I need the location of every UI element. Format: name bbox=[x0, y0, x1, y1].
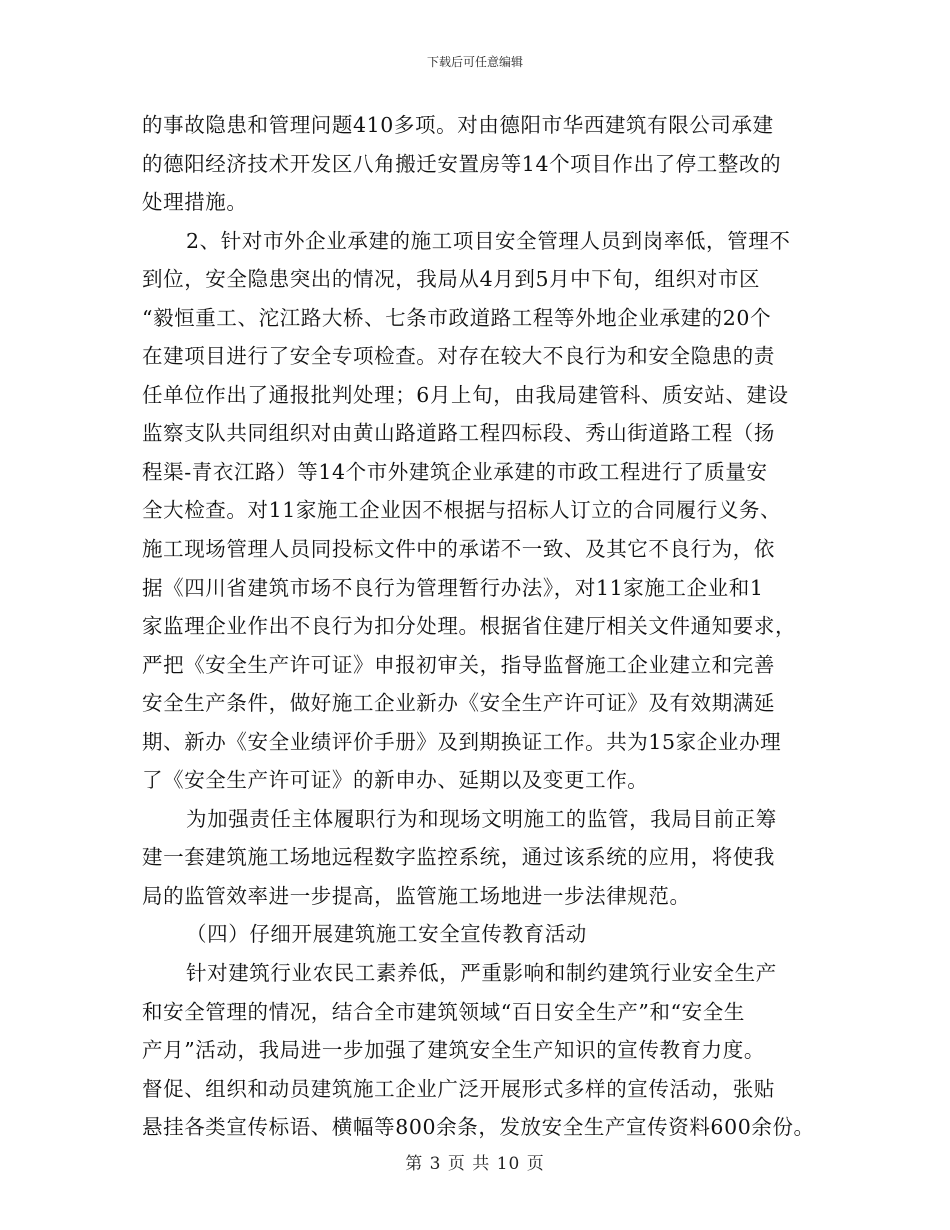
body-line: 到位，安全隐患突出的情况，我局从4月到5月中下旬，组织对市区 bbox=[142, 267, 761, 292]
body-line: 局的监管效率进一步提高，监管施工场地进一步法律规范。 bbox=[142, 883, 691, 908]
body-line: 产月”活动，我局进一步加强了建筑安全生产知识的宣传教育力度。 bbox=[142, 1038, 765, 1063]
page-number-footer: 第 3 页 共 10 页 bbox=[405, 1154, 545, 1174]
page-header: 下载后可任意编辑 bbox=[426, 55, 523, 69]
body-line: 的事故隐患和管理问题410多项。对由德阳市华西建筑有限公司承建 bbox=[142, 113, 774, 137]
body-line: 监察支队共同组织对由黄山路道路工程四标段、秀山街道路工程（扬 bbox=[142, 421, 775, 446]
body-line: 严把《安全生产许可证》申报初审关，指导监督施工企业建立和完善 bbox=[142, 652, 775, 677]
body-line: 在建项目进行了安全专项检查。对存在较大不良行为和安全隐患的责 bbox=[142, 344, 775, 369]
body-line: 的德阳经济技术开发区八角搬迁安置房等14个项目作出了停工整改的 bbox=[142, 151, 782, 176]
body-line: “毅恒重工、沱江路大桥、七条市政道路工程等外地企业承建的20个 bbox=[142, 305, 772, 330]
paragraph-start-line: 2、针对市外企业承建的施工项目安全管理人员到岗率低，管理不 bbox=[186, 228, 791, 253]
body-line: 期、新办《安全业绩评价手册》及到期换证工作。共为15家企业办理 bbox=[142, 729, 782, 754]
body-line: 和安全管理的情况，结合全市建筑领域“百日安全生产”和“安全生 bbox=[142, 999, 745, 1024]
document-body bbox=[142, 106, 842, 1147]
body-line: 处理措施。 bbox=[142, 190, 248, 215]
section-heading: （四）仔细开展建筑施工安全宣传教育活动 bbox=[186, 922, 587, 947]
body-line: 据《四川省建筑市场不良行为管理暂行办法》，对11家施工企业和1 bbox=[142, 575, 764, 600]
body-line: 全大检查。对11家施工企业因不根据与招标人订立的合同履行义务、 bbox=[142, 498, 782, 523]
paragraph-start-line: 为加强责任主体履职行为和现场文明施工的监管，我局目前正筹 bbox=[186, 806, 777, 831]
body-line: 施工现场管理人员同投标文件中的承诺不一致、及其它不良行为，依 bbox=[142, 537, 775, 562]
body-line: 程渠-青衣江路）等14个市外建筑企业承建的市政工程进行了质量安 bbox=[142, 459, 768, 484]
body-line: 督促、组织和动员建筑施工企业广泛开展形式多样的宣传活动，张贴 bbox=[142, 1076, 775, 1101]
body-line: 任单位作出了通报批判处理；6月上旬，由我局建管科、质安站、建设 bbox=[142, 382, 789, 407]
body-line: 悬挂各类宣传标语、横幅等800余条，发放安全生产宣传资料600余份。 bbox=[142, 1115, 815, 1140]
body-line: 了《安全生产许可证》的新申办、延期以及变更工作。 bbox=[142, 768, 649, 793]
body-line: 安全生产条件，做好施工企业新办《安全生产许可证》及有效期满延 bbox=[142, 691, 775, 716]
body-line: 家监理企业作出不良行为扣分处理。根据省住建厅相关文件通知要求， bbox=[142, 614, 797, 639]
body-line: 建一套建筑施工场地远程数字监控系统，通过该系统的应用，将使我 bbox=[142, 845, 775, 870]
paragraph-start-line: 针对建筑行业农民工素养低，严重影响和制约建筑行业安全生产 bbox=[186, 961, 777, 986]
